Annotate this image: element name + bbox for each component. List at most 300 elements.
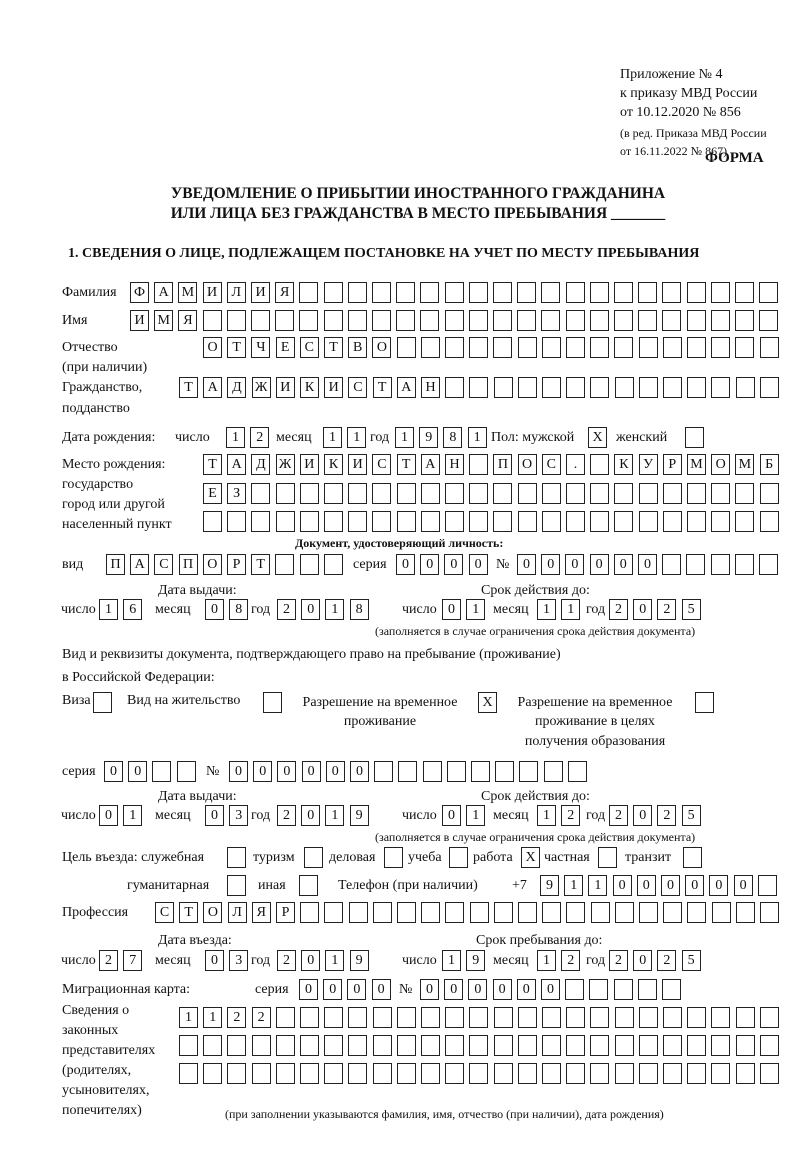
- char-cell[interactable]: С: [155, 902, 174, 923]
- char-cell[interactable]: [493, 310, 512, 331]
- char-cell[interactable]: [542, 483, 561, 504]
- char-cell[interactable]: 2: [657, 599, 676, 620]
- char-cell[interactable]: [615, 1063, 634, 1084]
- char-cell[interactable]: 0: [685, 875, 704, 896]
- char-cell[interactable]: [396, 310, 415, 331]
- char-cell[interactable]: [614, 483, 633, 504]
- char-cell[interactable]: 1: [325, 805, 344, 826]
- char-cell[interactable]: 0: [302, 761, 321, 782]
- char-cell[interactable]: [639, 902, 658, 923]
- char-cell[interactable]: Т: [203, 454, 222, 475]
- char-cell[interactable]: [372, 511, 391, 532]
- char-cell[interactable]: [590, 282, 609, 303]
- char-cell[interactable]: [639, 337, 658, 358]
- char-cell[interactable]: 1: [588, 875, 607, 896]
- char-cell[interactable]: [758, 875, 777, 896]
- char-cell[interactable]: [687, 902, 706, 923]
- char-cell[interactable]: 1: [323, 427, 342, 448]
- char-cell[interactable]: [324, 902, 343, 923]
- char-cell[interactable]: [374, 761, 393, 782]
- char-cell[interactable]: 1: [564, 875, 583, 896]
- char-cell[interactable]: 0: [350, 761, 369, 782]
- char-cell[interactable]: [348, 1035, 367, 1056]
- char-cell[interactable]: [348, 1063, 367, 1084]
- char-cell[interactable]: [397, 511, 416, 532]
- char-cell[interactable]: Я: [178, 310, 197, 331]
- char-cell[interactable]: Р: [276, 902, 295, 923]
- checkbox-cell[interactable]: [93, 692, 112, 713]
- char-cell[interactable]: [541, 282, 560, 303]
- char-cell[interactable]: [203, 1063, 222, 1084]
- char-cell[interactable]: 0: [709, 875, 728, 896]
- char-cell[interactable]: 0: [253, 761, 272, 782]
- char-cell[interactable]: 0: [613, 875, 632, 896]
- char-cell[interactable]: [542, 511, 561, 532]
- char-cell[interactable]: [349, 902, 368, 923]
- char-cell[interactable]: [760, 1063, 779, 1084]
- char-cell[interactable]: П: [106, 554, 125, 575]
- char-cell[interactable]: [421, 337, 440, 358]
- char-cell[interactable]: 0: [205, 599, 224, 620]
- char-cell[interactable]: [711, 337, 730, 358]
- char-cell[interactable]: [544, 761, 563, 782]
- char-cell[interactable]: [470, 902, 489, 923]
- char-cell[interactable]: [519, 761, 538, 782]
- char-cell[interactable]: 9: [466, 950, 485, 971]
- char-cell[interactable]: [639, 1035, 658, 1056]
- char-cell[interactable]: 1: [99, 599, 118, 620]
- char-cell[interactable]: 0: [205, 805, 224, 826]
- char-cell[interactable]: [687, 511, 706, 532]
- char-cell[interactable]: Ж: [276, 454, 295, 475]
- char-cell[interactable]: И: [130, 310, 149, 331]
- char-cell[interactable]: [494, 1035, 513, 1056]
- char-cell[interactable]: Т: [397, 454, 416, 475]
- char-cell[interactable]: [662, 979, 681, 1000]
- char-cell[interactable]: У: [639, 454, 658, 475]
- char-cell[interactable]: [711, 1035, 730, 1056]
- char-cell[interactable]: О: [203, 554, 222, 575]
- char-cell[interactable]: 1: [466, 599, 485, 620]
- char-cell[interactable]: 1: [468, 427, 487, 448]
- char-cell[interactable]: 1: [203, 1007, 222, 1028]
- char-cell[interactable]: [324, 1035, 343, 1056]
- char-cell[interactable]: 0: [590, 554, 609, 575]
- char-cell[interactable]: 8: [229, 599, 248, 620]
- char-cell[interactable]: [421, 1007, 440, 1028]
- char-cell[interactable]: Р: [663, 454, 682, 475]
- char-cell[interactable]: [372, 310, 391, 331]
- char-cell[interactable]: 0: [565, 554, 584, 575]
- char-cell[interactable]: 0: [420, 554, 439, 575]
- char-cell[interactable]: [614, 337, 633, 358]
- char-cell[interactable]: [639, 1063, 658, 1084]
- char-cell[interactable]: [566, 310, 585, 331]
- char-cell[interactable]: С: [154, 554, 173, 575]
- char-cell[interactable]: И: [324, 377, 343, 398]
- char-cell[interactable]: [735, 310, 754, 331]
- char-cell[interactable]: [711, 1007, 730, 1028]
- char-cell[interactable]: [252, 1063, 271, 1084]
- char-cell[interactable]: [324, 1007, 343, 1028]
- char-cell[interactable]: [638, 282, 657, 303]
- char-cell[interactable]: [373, 1035, 392, 1056]
- checkbox-cell[interactable]: [449, 847, 468, 868]
- char-cell[interactable]: О: [518, 454, 537, 475]
- checkbox-cell[interactable]: X: [478, 692, 497, 713]
- char-cell[interactable]: Р: [227, 554, 246, 575]
- char-cell[interactable]: Т: [324, 337, 343, 358]
- char-cell[interactable]: 0: [633, 599, 652, 620]
- checkbox-cell[interactable]: [263, 692, 282, 713]
- char-cell[interactable]: 0: [444, 554, 463, 575]
- char-cell[interactable]: [348, 483, 367, 504]
- char-cell[interactable]: [663, 1007, 682, 1028]
- char-cell[interactable]: [445, 282, 464, 303]
- char-cell[interactable]: [203, 310, 222, 331]
- char-cell[interactable]: Л: [227, 282, 246, 303]
- char-cell[interactable]: [566, 1007, 585, 1028]
- char-cell[interactable]: 3: [229, 805, 248, 826]
- char-cell[interactable]: 2: [227, 1007, 246, 1028]
- char-cell[interactable]: [590, 1007, 609, 1028]
- char-cell[interactable]: [590, 310, 609, 331]
- char-cell[interactable]: [542, 1007, 561, 1028]
- char-cell[interactable]: 9: [540, 875, 559, 896]
- char-cell[interactable]: [566, 483, 585, 504]
- char-cell[interactable]: [445, 511, 464, 532]
- char-cell[interactable]: [615, 1007, 634, 1028]
- char-cell[interactable]: 0: [205, 950, 224, 971]
- char-cell[interactable]: [373, 1063, 392, 1084]
- char-cell[interactable]: [227, 1063, 246, 1084]
- char-cell[interactable]: И: [251, 282, 270, 303]
- char-cell[interactable]: 2: [657, 950, 676, 971]
- char-cell[interactable]: О: [203, 337, 222, 358]
- checkbox-cell[interactable]: [299, 875, 318, 896]
- char-cell[interactable]: [517, 310, 536, 331]
- char-cell[interactable]: 2: [609, 599, 628, 620]
- char-cell[interactable]: [324, 1063, 343, 1084]
- char-cell[interactable]: [542, 1063, 561, 1084]
- char-cell[interactable]: [397, 1063, 416, 1084]
- char-cell[interactable]: [179, 1035, 198, 1056]
- char-cell[interactable]: [542, 337, 561, 358]
- char-cell[interactable]: 1: [325, 599, 344, 620]
- checkbox-cell[interactable]: [304, 847, 323, 868]
- char-cell[interactable]: [711, 1063, 730, 1084]
- char-cell[interactable]: [760, 1007, 779, 1028]
- char-cell[interactable]: Е: [276, 337, 295, 358]
- char-cell[interactable]: [469, 282, 488, 303]
- char-cell[interactable]: [493, 483, 512, 504]
- char-cell[interactable]: [494, 1063, 513, 1084]
- char-cell[interactable]: 1: [123, 805, 142, 826]
- char-cell[interactable]: 1: [179, 1007, 198, 1028]
- char-cell[interactable]: [275, 554, 294, 575]
- char-cell[interactable]: 0: [420, 979, 439, 1000]
- char-cell[interactable]: [639, 377, 658, 398]
- char-cell[interactable]: [299, 310, 318, 331]
- char-cell[interactable]: 3: [229, 950, 248, 971]
- char-cell[interactable]: [348, 310, 367, 331]
- char-cell[interactable]: 0: [229, 761, 248, 782]
- char-cell[interactable]: [711, 310, 730, 331]
- char-cell[interactable]: 0: [299, 979, 318, 1000]
- char-cell[interactable]: 0: [469, 554, 488, 575]
- char-cell[interactable]: Б: [760, 454, 779, 475]
- char-cell[interactable]: [687, 1063, 706, 1084]
- checkbox-cell[interactable]: X: [588, 427, 607, 448]
- char-cell[interactable]: А: [397, 377, 416, 398]
- char-cell[interactable]: [469, 377, 488, 398]
- char-cell[interactable]: И: [348, 454, 367, 475]
- char-cell[interactable]: 0: [372, 979, 391, 1000]
- char-cell[interactable]: [615, 1035, 634, 1056]
- char-cell[interactable]: [445, 1063, 464, 1084]
- char-cell[interactable]: [493, 337, 512, 358]
- char-cell[interactable]: 0: [442, 599, 461, 620]
- char-cell[interactable]: [324, 554, 343, 575]
- char-cell[interactable]: [566, 902, 585, 923]
- char-cell[interactable]: [348, 282, 367, 303]
- char-cell[interactable]: [663, 1035, 682, 1056]
- char-cell[interactable]: [397, 337, 416, 358]
- char-cell[interactable]: 5: [682, 950, 701, 971]
- char-cell[interactable]: [324, 511, 343, 532]
- char-cell[interactable]: [397, 483, 416, 504]
- char-cell[interactable]: [300, 483, 319, 504]
- char-cell[interactable]: [445, 902, 464, 923]
- char-cell[interactable]: 9: [419, 427, 438, 448]
- char-cell[interactable]: [639, 511, 658, 532]
- char-cell[interactable]: [760, 483, 779, 504]
- char-cell[interactable]: Т: [179, 902, 198, 923]
- char-cell[interactable]: [447, 761, 466, 782]
- char-cell[interactable]: [251, 310, 270, 331]
- char-cell[interactable]: [518, 1035, 537, 1056]
- char-cell[interactable]: [518, 902, 537, 923]
- char-cell[interactable]: [275, 310, 294, 331]
- char-cell[interactable]: [590, 377, 609, 398]
- char-cell[interactable]: 0: [468, 979, 487, 1000]
- char-cell[interactable]: М: [735, 454, 754, 475]
- char-cell[interactable]: 8: [350, 599, 369, 620]
- char-cell[interactable]: 0: [541, 554, 560, 575]
- char-cell[interactable]: [687, 1035, 706, 1056]
- char-cell[interactable]: [494, 377, 513, 398]
- char-cell[interactable]: 1: [561, 599, 580, 620]
- char-cell[interactable]: 2: [252, 1007, 271, 1028]
- char-cell[interactable]: [276, 483, 295, 504]
- char-cell[interactable]: [712, 902, 731, 923]
- char-cell[interactable]: [300, 902, 319, 923]
- char-cell[interactable]: [397, 902, 416, 923]
- checkbox-cell[interactable]: X: [521, 847, 540, 868]
- char-cell[interactable]: [179, 1063, 198, 1084]
- char-cell[interactable]: 2: [561, 805, 580, 826]
- char-cell[interactable]: [565, 979, 584, 1000]
- char-cell[interactable]: О: [372, 337, 391, 358]
- char-cell[interactable]: [420, 310, 439, 331]
- char-cell[interactable]: [760, 337, 779, 358]
- char-cell[interactable]: [760, 377, 779, 398]
- char-cell[interactable]: 0: [734, 875, 753, 896]
- char-cell[interactable]: А: [154, 282, 173, 303]
- char-cell[interactable]: [495, 761, 514, 782]
- char-cell[interactable]: [445, 483, 464, 504]
- char-cell[interactable]: [760, 902, 779, 923]
- char-cell[interactable]: [711, 377, 730, 398]
- char-cell[interactable]: [662, 282, 681, 303]
- char-cell[interactable]: И: [203, 282, 222, 303]
- char-cell[interactable]: 6: [123, 599, 142, 620]
- char-cell[interactable]: [566, 282, 585, 303]
- char-cell[interactable]: М: [154, 310, 173, 331]
- char-cell[interactable]: [736, 1007, 755, 1028]
- char-cell[interactable]: 0: [442, 805, 461, 826]
- char-cell[interactable]: С: [348, 377, 367, 398]
- char-cell[interactable]: 0: [633, 950, 652, 971]
- char-cell[interactable]: А: [130, 554, 149, 575]
- char-cell[interactable]: [614, 511, 633, 532]
- char-cell[interactable]: [324, 310, 343, 331]
- char-cell[interactable]: [517, 282, 536, 303]
- char-cell[interactable]: [469, 310, 488, 331]
- char-cell[interactable]: Н: [421, 377, 440, 398]
- char-cell[interactable]: С: [372, 454, 391, 475]
- char-cell[interactable]: Ч: [251, 337, 270, 358]
- char-cell[interactable]: 0: [517, 554, 536, 575]
- checkbox-cell[interactable]: [695, 692, 714, 713]
- char-cell[interactable]: 0: [347, 979, 366, 1000]
- char-cell[interactable]: [590, 483, 609, 504]
- char-cell[interactable]: [469, 1063, 488, 1084]
- char-cell[interactable]: [735, 282, 754, 303]
- char-cell[interactable]: 8: [443, 427, 462, 448]
- char-cell[interactable]: [568, 761, 587, 782]
- char-cell[interactable]: З: [227, 483, 246, 504]
- char-cell[interactable]: 5: [682, 599, 701, 620]
- checkbox-cell[interactable]: [227, 847, 246, 868]
- char-cell[interactable]: 1: [537, 805, 556, 826]
- char-cell[interactable]: Е: [203, 483, 222, 504]
- char-cell[interactable]: [542, 377, 561, 398]
- char-cell[interactable]: 2: [99, 950, 118, 971]
- char-cell[interactable]: [759, 554, 778, 575]
- char-cell[interactable]: О: [711, 454, 730, 475]
- char-cell[interactable]: [759, 282, 778, 303]
- char-cell[interactable]: 1: [466, 805, 485, 826]
- char-cell[interactable]: 0: [633, 805, 652, 826]
- char-cell[interactable]: [736, 1063, 755, 1084]
- char-cell[interactable]: 9: [350, 950, 369, 971]
- char-cell[interactable]: [421, 511, 440, 532]
- char-cell[interactable]: [252, 1035, 271, 1056]
- char-cell[interactable]: [518, 1007, 537, 1028]
- char-cell[interactable]: [276, 1063, 295, 1084]
- char-cell[interactable]: 1: [442, 950, 461, 971]
- char-cell[interactable]: Т: [373, 377, 392, 398]
- char-cell[interactable]: 9: [350, 805, 369, 826]
- char-cell[interactable]: [711, 511, 730, 532]
- char-cell[interactable]: [227, 310, 246, 331]
- char-cell[interactable]: [639, 483, 658, 504]
- char-cell[interactable]: [445, 1007, 464, 1028]
- char-cell[interactable]: П: [493, 454, 512, 475]
- char-cell[interactable]: 0: [517, 979, 536, 1000]
- char-cell[interactable]: [687, 310, 706, 331]
- char-cell[interactable]: [421, 483, 440, 504]
- char-cell[interactable]: И: [300, 454, 319, 475]
- char-cell[interactable]: [494, 1007, 513, 1028]
- char-cell[interactable]: 0: [661, 875, 680, 896]
- char-cell[interactable]: [324, 282, 343, 303]
- char-cell[interactable]: Л: [228, 902, 247, 923]
- char-cell[interactable]: 0: [638, 554, 657, 575]
- char-cell[interactable]: 1: [537, 599, 556, 620]
- char-cell[interactable]: К: [614, 454, 633, 475]
- char-cell[interactable]: [518, 377, 537, 398]
- char-cell[interactable]: 0: [323, 979, 342, 1000]
- char-cell[interactable]: [276, 1035, 295, 1056]
- char-cell[interactable]: 1: [395, 427, 414, 448]
- char-cell[interactable]: [397, 1035, 416, 1056]
- char-cell[interactable]: [663, 511, 682, 532]
- char-cell[interactable]: [276, 1007, 295, 1028]
- char-cell[interactable]: [711, 282, 730, 303]
- char-cell[interactable]: [590, 511, 609, 532]
- checkbox-cell[interactable]: [683, 847, 702, 868]
- char-cell[interactable]: [542, 902, 561, 923]
- char-cell[interactable]: [614, 310, 633, 331]
- char-cell[interactable]: К: [324, 454, 343, 475]
- char-cell[interactable]: [711, 483, 730, 504]
- char-cell[interactable]: [445, 337, 464, 358]
- char-cell[interactable]: 2: [657, 805, 676, 826]
- char-cell[interactable]: [518, 1063, 537, 1084]
- char-cell[interactable]: [493, 282, 512, 303]
- char-cell[interactable]: [300, 1063, 319, 1084]
- char-cell[interactable]: С: [300, 337, 319, 358]
- char-cell[interactable]: [663, 337, 682, 358]
- char-cell[interactable]: [760, 1035, 779, 1056]
- checkbox-cell[interactable]: [685, 427, 704, 448]
- char-cell[interactable]: 0: [614, 554, 633, 575]
- char-cell[interactable]: Ж: [252, 377, 271, 398]
- char-cell[interactable]: [759, 310, 778, 331]
- char-cell[interactable]: [736, 902, 755, 923]
- char-cell[interactable]: 0: [326, 761, 345, 782]
- char-cell[interactable]: П: [179, 554, 198, 575]
- char-cell[interactable]: 1: [347, 427, 366, 448]
- char-cell[interactable]: [469, 483, 488, 504]
- char-cell[interactable]: [591, 902, 610, 923]
- char-cell[interactable]: [518, 337, 537, 358]
- char-cell[interactable]: [615, 902, 634, 923]
- char-cell[interactable]: [276, 511, 295, 532]
- char-cell[interactable]: [300, 1007, 319, 1028]
- char-cell[interactable]: Д: [227, 377, 246, 398]
- char-cell[interactable]: [469, 1007, 488, 1028]
- char-cell[interactable]: М: [178, 282, 197, 303]
- char-cell[interactable]: [396, 282, 415, 303]
- char-cell[interactable]: [566, 377, 585, 398]
- char-cell[interactable]: [735, 511, 754, 532]
- char-cell[interactable]: 0: [637, 875, 656, 896]
- char-cell[interactable]: В: [348, 337, 367, 358]
- char-cell[interactable]: [348, 511, 367, 532]
